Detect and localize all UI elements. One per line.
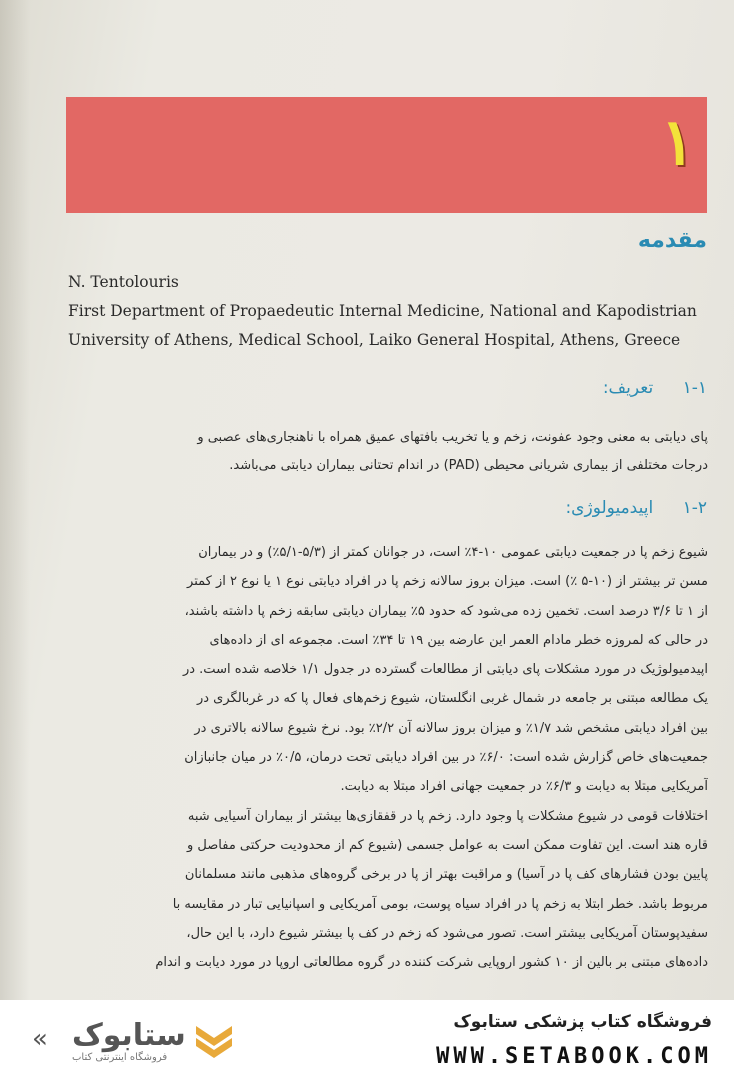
author-affiliation-line-2: University of Athens, Medical School, Laiko General Hospital, Athens, Greece (68, 331, 681, 349)
store-url[interactable]: WWW.SETABOOK.COM (436, 1044, 712, 1069)
page-gutter-shadow (0, 0, 30, 1000)
setabook-logo[interactable] (32, 1018, 282, 1066)
text-line: جمعیت‌های خاص گزارش شده است: ۶/۰٪ در بین افراد دیابتی تحت درمان، ۰/۵٪ در میان جانبازان (184, 750, 708, 766)
section-title: اپیدمیولوژی: (565, 498, 654, 518)
text-line: بین افراد دیابتی مشخص شد ۱/۷٪ و میزان بروز سالانه آن ۲/۲٪ بود. نرخ شیوع سالانه بالاتری در (194, 720, 708, 736)
text-line: داده‌های مبتنی بر بالین از ۱۰ کشور اروپایی شرکت کننده در گروه مطالعاتی اروپا در مورد دیابت و اندام (155, 955, 708, 971)
logo-subtitle: فروشگاه اینترنتی کتاب (72, 1052, 168, 1063)
store-footer (0, 1000, 734, 1080)
text-line: پایین بودن فشارهای کف پا در آسیا) و مراقبت بهتر از پا در برخی گروه‌های مذهبی مانند مسلمانان (184, 867, 708, 883)
text-line: قاره هند است. این تفاوت ممکن است به عوامل جسمی (شیوع کم از محدودیت حرکتی مفاصل و (186, 837, 708, 853)
text-line: آمریکایی مبتلا به دیابت و ۶/۳٪ در جمعیت جهانی افراد مبتلا به دیابت. (340, 779, 708, 795)
text-line: در حالی که لمروزه خطر مادام العمر این عارضه بین ۱۹ تا ۳۴٪ است. مجموعه ای از داده‌های (209, 632, 708, 648)
text-line: اختلافات قومی در شیوع مشکلات پا وجود دارد. زخم پا در قفقازی‌ها بیشتر از بیماران آسیایی شبه (187, 808, 708, 824)
author-affiliation-line-1: First Department of Propaedeutic Internal Medicine, National and Kapodistrian (68, 302, 697, 320)
author-block (68, 268, 708, 355)
logo-wordmark: ستابوک (72, 1018, 186, 1053)
text-line: مربوط باشد. خطر ابتلا به زخم پا در افراد سیاه پوست، بومی آمریکایی و اسپانیایی تبار در مقایسه با (172, 896, 708, 912)
text-line: سفیدپوستان آمریکایی بیشتر است. تصور می‌شود که زخم در کف پا بیشتر شیوع دارد، با این حال، (186, 925, 708, 941)
chapter-number: ۱ (660, 105, 695, 180)
text-line: اپیدمیولوژیک در مورد مشکلات پای دیابتی از مطالعات گسترده در جدول ۱/۱ خلاصه شده است. در (182, 662, 708, 678)
section-number: ۱-۱ (682, 378, 707, 398)
paragraph-definition (66, 424, 708, 480)
chapter-banner (66, 97, 707, 213)
text-line: درجات مختلفی از بیماری شریانی محیطی (PAD) در اندام تحتانی بیماران دیابتی می‌باشد. (229, 458, 708, 473)
text-line: مسن تر بیشتر از (۱۰-۵ ٪) است. میزان بروز سالانه زخم پا در افراد دیابتی نوع ۱ یا نوع ۲ از کمتر (187, 574, 708, 590)
double-chevron-left-icon: « (32, 1024, 48, 1054)
author-name: N. Tentolouris (68, 273, 179, 291)
chapter-title: مقدمه (637, 228, 707, 253)
section-title: تعریف: (602, 378, 654, 398)
text-line: از ۱ تا ۳/۶ درصد است. تخمین زده می‌شود که حدود ۵٪ بیماران دیابتی سابقه زخم پا داشته باشند، (184, 603, 708, 619)
chevron-logo-icon (192, 1018, 236, 1062)
section-heading-definition (603, 378, 707, 398)
text-line: یک مطالعه مبتنی بر جامعه در شمال غربی انگلستان، شیوع زخم‌های فعال پا که در غربالگری در (196, 691, 708, 707)
text-line: پای دیابتی به معنی وجود عفونت، زخم و یا تخریب بافتهای عمیق همراه با ناهنجاری‌های عصبی و (197, 430, 708, 445)
paragraph-epidemiology (66, 538, 708, 977)
store-title: فروشگاه کتاب پزشکی ستابوک (453, 1012, 712, 1032)
text-line: شیوع زخم پا در جمعیت دیابتی عمومی ۱۰-۴٪ است، در جوانان کمتر از (۵/۳-۵/۱٪) و در بیماران (198, 545, 708, 560)
section-heading-epidemiology (565, 498, 707, 518)
section-number: ۱-۲ (682, 498, 707, 518)
